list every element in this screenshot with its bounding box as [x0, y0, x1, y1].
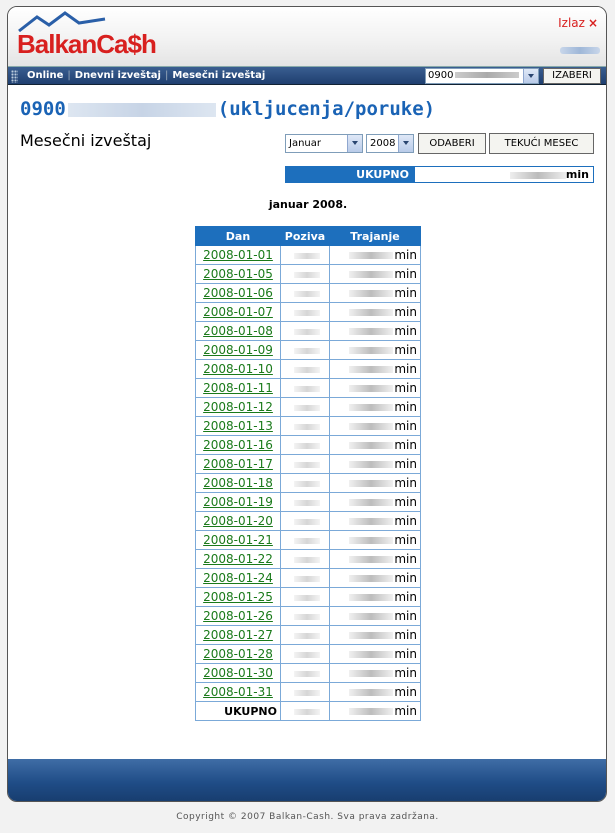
select-number-button[interactable]: IZABERI	[543, 68, 601, 84]
nav-link-monthly-report[interactable]: Mesečni izveštaj	[172, 70, 266, 81]
calls-cell	[281, 303, 330, 322]
date-cell	[196, 322, 281, 341]
calls-cell	[281, 360, 330, 379]
logout-label: Izlaz	[558, 16, 585, 30]
username-redacted	[560, 47, 600, 54]
date-link[interactable]: 2008-01-07	[203, 305, 273, 319]
date-link[interactable]: 2008-01-05	[203, 267, 273, 281]
date-link[interactable]: 2008-01-10	[203, 362, 273, 376]
total-label-cell: UKUPNO	[196, 702, 281, 721]
table-row	[196, 645, 421, 664]
calls-cell	[281, 683, 330, 702]
date-cell	[196, 607, 281, 626]
chevron-down-icon[interactable]	[523, 69, 538, 83]
total-summary-bar	[285, 166, 594, 183]
month-select[interactable]: Januar	[285, 134, 363, 153]
total-calls-cell	[281, 702, 330, 721]
date-cell	[196, 512, 281, 531]
close-icon: ×	[587, 16, 598, 30]
table-row	[196, 531, 421, 550]
duration-cell: min	[330, 322, 421, 341]
date-cell	[196, 360, 281, 379]
date-cell	[196, 474, 281, 493]
calls-cell	[281, 398, 330, 417]
date-cell	[196, 341, 281, 360]
app-frame	[7, 6, 607, 802]
chevron-down-icon[interactable]	[347, 135, 362, 152]
header-calls: Poziva	[281, 227, 330, 246]
table-row	[196, 512, 421, 531]
table-row	[196, 550, 421, 569]
date-link[interactable]: 2008-01-26	[203, 609, 273, 623]
duration-cell: min	[330, 607, 421, 626]
date-cell	[196, 379, 281, 398]
date-cell	[196, 645, 281, 664]
date-link[interactable]: 2008-01-09	[203, 343, 273, 357]
duration-cell: min	[330, 550, 421, 569]
duration-cell: min	[330, 645, 421, 664]
calls-cell	[281, 455, 330, 474]
calls-cell	[281, 246, 330, 265]
date-link[interactable]: 2008-01-22	[203, 552, 273, 566]
calls-cell	[281, 493, 330, 512]
duration-cell: min	[330, 303, 421, 322]
calls-cell	[281, 664, 330, 683]
duration-cell: min	[330, 664, 421, 683]
table-row	[196, 322, 421, 341]
current-month-button[interactable]: TEKUĆI MESEC	[489, 133, 594, 154]
duration-cell: min	[330, 512, 421, 531]
duration-cell: min	[330, 626, 421, 645]
total-duration-cell: min	[330, 702, 421, 721]
calls-cell	[281, 379, 330, 398]
duration-cell: min	[330, 284, 421, 303]
duration-cell: min	[330, 379, 421, 398]
date-cell	[196, 626, 281, 645]
daily-table	[195, 226, 421, 721]
table-row	[196, 360, 421, 379]
date-cell	[196, 398, 281, 417]
calls-cell	[281, 550, 330, 569]
table-row	[196, 607, 421, 626]
table-row	[196, 588, 421, 607]
header	[8, 7, 606, 66]
calls-cell	[281, 512, 330, 531]
table-row	[196, 284, 421, 303]
date-cell	[196, 493, 281, 512]
date-link[interactable]: 2008-01-11	[203, 381, 273, 395]
navbar	[8, 66, 606, 85]
calls-cell	[281, 265, 330, 284]
calls-cell	[281, 341, 330, 360]
number-select-value: 0900	[428, 70, 454, 81]
page-subtitle: Mesečni izveštaj	[20, 131, 152, 150]
date-link[interactable]: 2008-01-27	[203, 628, 273, 642]
date-cell	[196, 569, 281, 588]
total-label: UKUPNO	[286, 167, 415, 182]
table-row	[196, 493, 421, 512]
total-value: min	[510, 167, 589, 182]
date-link[interactable]: 2008-01-01	[203, 248, 273, 262]
date-cell	[196, 303, 281, 322]
date-link[interactable]: 2008-01-06	[203, 286, 273, 300]
duration-cell: min	[330, 436, 421, 455]
date-cell	[196, 246, 281, 265]
grip-icon	[11, 70, 18, 83]
number-redacted	[68, 103, 216, 117]
table-row	[196, 455, 421, 474]
table-row	[196, 398, 421, 417]
calls-cell	[281, 626, 330, 645]
duration-cell: min	[330, 417, 421, 436]
calls-cell	[281, 436, 330, 455]
calls-cell	[281, 474, 330, 493]
duration-cell: min	[330, 531, 421, 550]
calls-cell	[281, 588, 330, 607]
calls-cell	[281, 284, 330, 303]
header-duration: Trajanje	[330, 227, 421, 246]
date-cell	[196, 683, 281, 702]
header-day: Dan	[196, 227, 281, 246]
date-link[interactable]: 2008-01-21	[203, 533, 273, 547]
date-link[interactable]: 2008-01-08	[203, 324, 273, 338]
logout-link[interactable]	[558, 16, 598, 30]
page-title: 0900 (ukljucenja/poruke)	[20, 98, 436, 120]
date-link[interactable]: 2008-01-28	[203, 647, 273, 661]
date-cell	[196, 531, 281, 550]
date-cell	[196, 417, 281, 436]
duration-cell: min	[330, 588, 421, 607]
logo[interactable]: BalkanCa$h	[17, 29, 156, 59]
footer-band	[8, 759, 606, 802]
date-link[interactable]: 2008-01-30	[203, 666, 273, 680]
nav-links: Online | Dnevni izveštaj | Mesečni izveštaj	[27, 70, 266, 81]
date-link[interactable]: 2008-01-20	[203, 514, 273, 528]
duration-cell: min	[330, 569, 421, 588]
date-cell	[196, 436, 281, 455]
table-row	[196, 474, 421, 493]
date-cell	[196, 284, 281, 303]
date-cell	[196, 664, 281, 683]
table-row	[196, 417, 421, 436]
table-row	[196, 265, 421, 284]
number-select[interactable]	[425, 68, 539, 84]
date-cell	[196, 265, 281, 284]
duration-cell: min	[330, 455, 421, 474]
date-link[interactable]: 2008-01-17	[203, 457, 273, 471]
table-header-row	[196, 227, 421, 246]
duration-cell: min	[330, 246, 421, 265]
calls-cell	[281, 417, 330, 436]
table-row	[196, 379, 421, 398]
duration-cell: min	[330, 360, 421, 379]
table-row	[196, 341, 421, 360]
apply-button[interactable]: ODABERI	[418, 133, 486, 154]
calls-cell	[281, 322, 330, 341]
calls-cell	[281, 607, 330, 626]
duration-cell: min	[330, 474, 421, 493]
table-row	[196, 664, 421, 683]
table-row	[196, 436, 421, 455]
date-link[interactable]: 2008-01-13	[203, 419, 273, 433]
calls-cell	[281, 645, 330, 664]
date-link[interactable]: 2008-01-12	[203, 400, 273, 414]
table-total-row	[196, 702, 421, 721]
date-cell	[196, 588, 281, 607]
nav-link-online[interactable]: Online	[27, 70, 64, 81]
copyright: Copyright © 2007 Balkan-Cash. Sva prava zadržana.	[176, 812, 439, 822]
duration-cell: min	[330, 683, 421, 702]
date-cell	[196, 550, 281, 569]
duration-cell: min	[330, 493, 421, 512]
date-link[interactable]: 2008-01-16	[203, 438, 273, 452]
chevron-down-icon[interactable]	[398, 135, 413, 152]
duration-cell: min	[330, 398, 421, 417]
table-row	[196, 626, 421, 645]
duration-cell: min	[330, 265, 421, 284]
date-cell	[196, 455, 281, 474]
table-row	[196, 303, 421, 322]
calls-cell	[281, 531, 330, 550]
date-link[interactable]: 2008-01-25	[203, 590, 273, 604]
year-select[interactable]: 2008	[366, 134, 414, 153]
date-link[interactable]: 2008-01-31	[203, 685, 273, 699]
date-link[interactable]: 2008-01-19	[203, 495, 273, 509]
table-row	[196, 569, 421, 588]
table-row	[196, 683, 421, 702]
date-link[interactable]: 2008-01-18	[203, 476, 273, 490]
month-title: januar 2008.	[268, 198, 348, 211]
nav-link-daily-report[interactable]: Dnevni izveštaj	[74, 70, 161, 81]
table-row	[196, 246, 421, 265]
duration-cell: min	[330, 341, 421, 360]
date-link[interactable]: 2008-01-24	[203, 571, 273, 585]
calls-cell	[281, 569, 330, 588]
